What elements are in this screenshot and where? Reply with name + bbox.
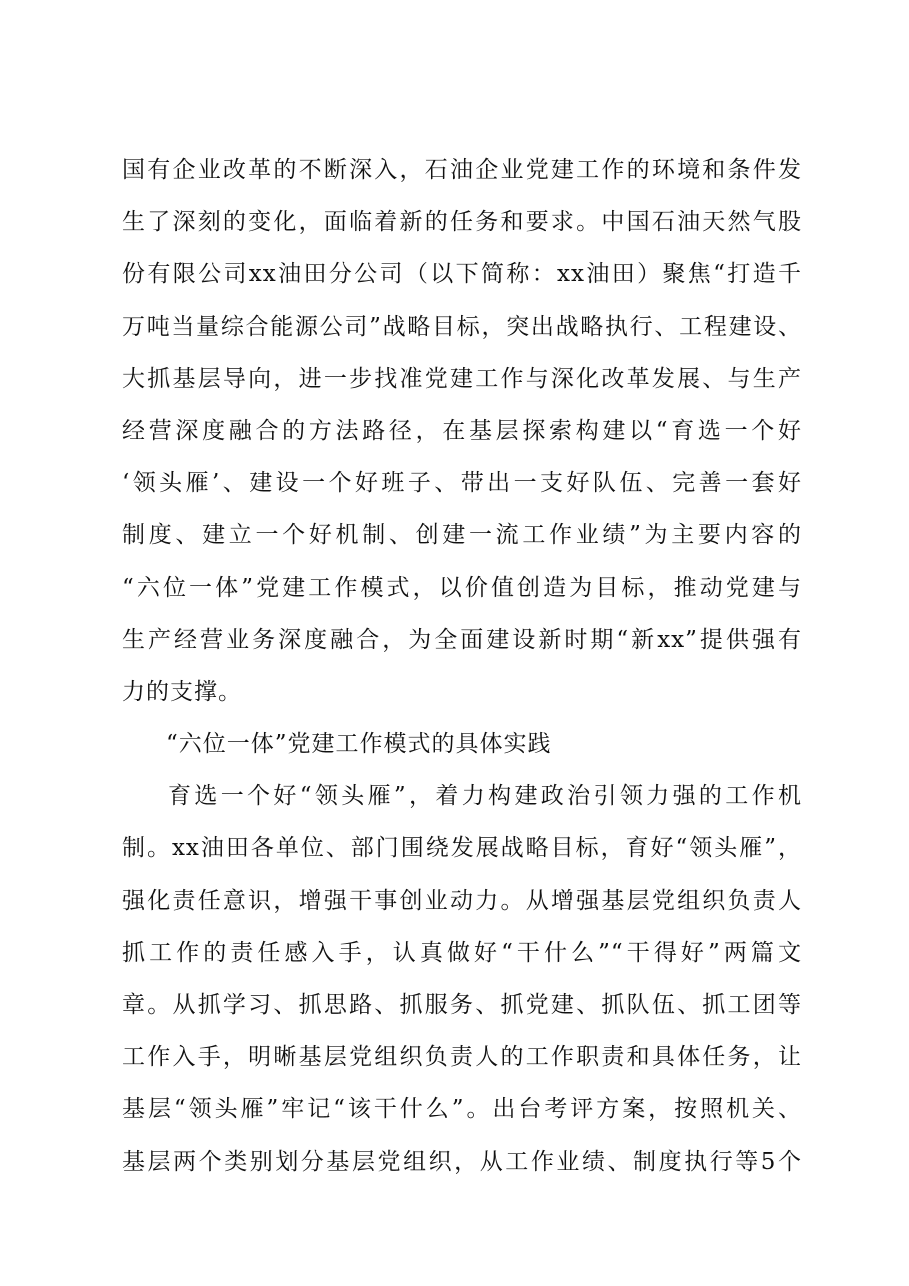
paragraph-1-line-10: 生产经营业务深度融合，为全面建设新时期“新xx”提供强有 bbox=[122, 626, 802, 653]
paragraph-2-line-5: 章。从抓学习、抓思路、抓服务、抓党建、抓队伍、抓工团等 bbox=[122, 992, 802, 1018]
paragraph-1-line-8: 制度、建立一个好机制、创建一流工作业绩”为主要内容的 bbox=[122, 522, 802, 549]
paragraph-2-line-2: 制。xx油田各单位、部门围绕发展战略目标，育好“领头雁”， bbox=[122, 835, 802, 862]
paragraph-1-line-9: “六位一体”党建工作模式，以价值创造为目标，推动党建与 bbox=[122, 574, 802, 601]
paragraph-1-line-5: 大抓基层导向，进一步找准党建工作与深化改革发展、与生产 bbox=[122, 365, 802, 392]
paragraph-1-line-7: ‘领头雁’、建设一个好班子、带出一支好队伍、完善一套好 bbox=[122, 470, 802, 497]
paragraph-1-line-4: 万吨当量综合能源公司”战略目标，突出战略执行、工程建设、 bbox=[122, 313, 802, 340]
paragraph-1-line-6: 经营深度融合的方法路径，在基层探索构建以“育选一个好 bbox=[122, 417, 802, 444]
paragraph-2-line-8: 基层两个类别划分基层党组织，从工作业绩、制度执行等5个 bbox=[122, 1148, 802, 1175]
paragraph-1-line-11: 力的支撑。 bbox=[122, 678, 242, 705]
paragraph-2-line-7: 基层“领头雁”牢记“该干什么”。出台考评方案，按照机关、 bbox=[122, 1096, 802, 1123]
paragraph-1-line-1: 国有企业改革的不断深入，石油企业党建工作的环境和条件发 bbox=[122, 157, 802, 183]
paragraph-1-line-3: 份有限公司xx油田分公司（以下简称：xx油田）聚焦“打造千 bbox=[122, 261, 802, 288]
paragraph-2-line-1: 育选一个好“领头雁”，着力构建政治引领力强的工作机 bbox=[168, 783, 802, 810]
paragraph-2-line-6: 工作入手，明晰基层党组织负责人的工作职责和具体任务，让 bbox=[122, 1044, 802, 1071]
section-heading: “六位一体”党建工作模式的具体实践 bbox=[166, 731, 552, 758]
paragraph-1-line-2: 生了深刻的变化，面临着新的任务和要求。中国石油天然气股 bbox=[122, 209, 802, 236]
paragraph-2-line-4: 抓工作的责任感入手，认真做好“干什么”“干得好”两篇文 bbox=[122, 939, 802, 966]
document-body bbox=[122, 144, 802, 1188]
paragraph-2-line-3: 强化责任意识，增强干事创业动力。从增强基层党组织负责人 bbox=[122, 887, 802, 914]
